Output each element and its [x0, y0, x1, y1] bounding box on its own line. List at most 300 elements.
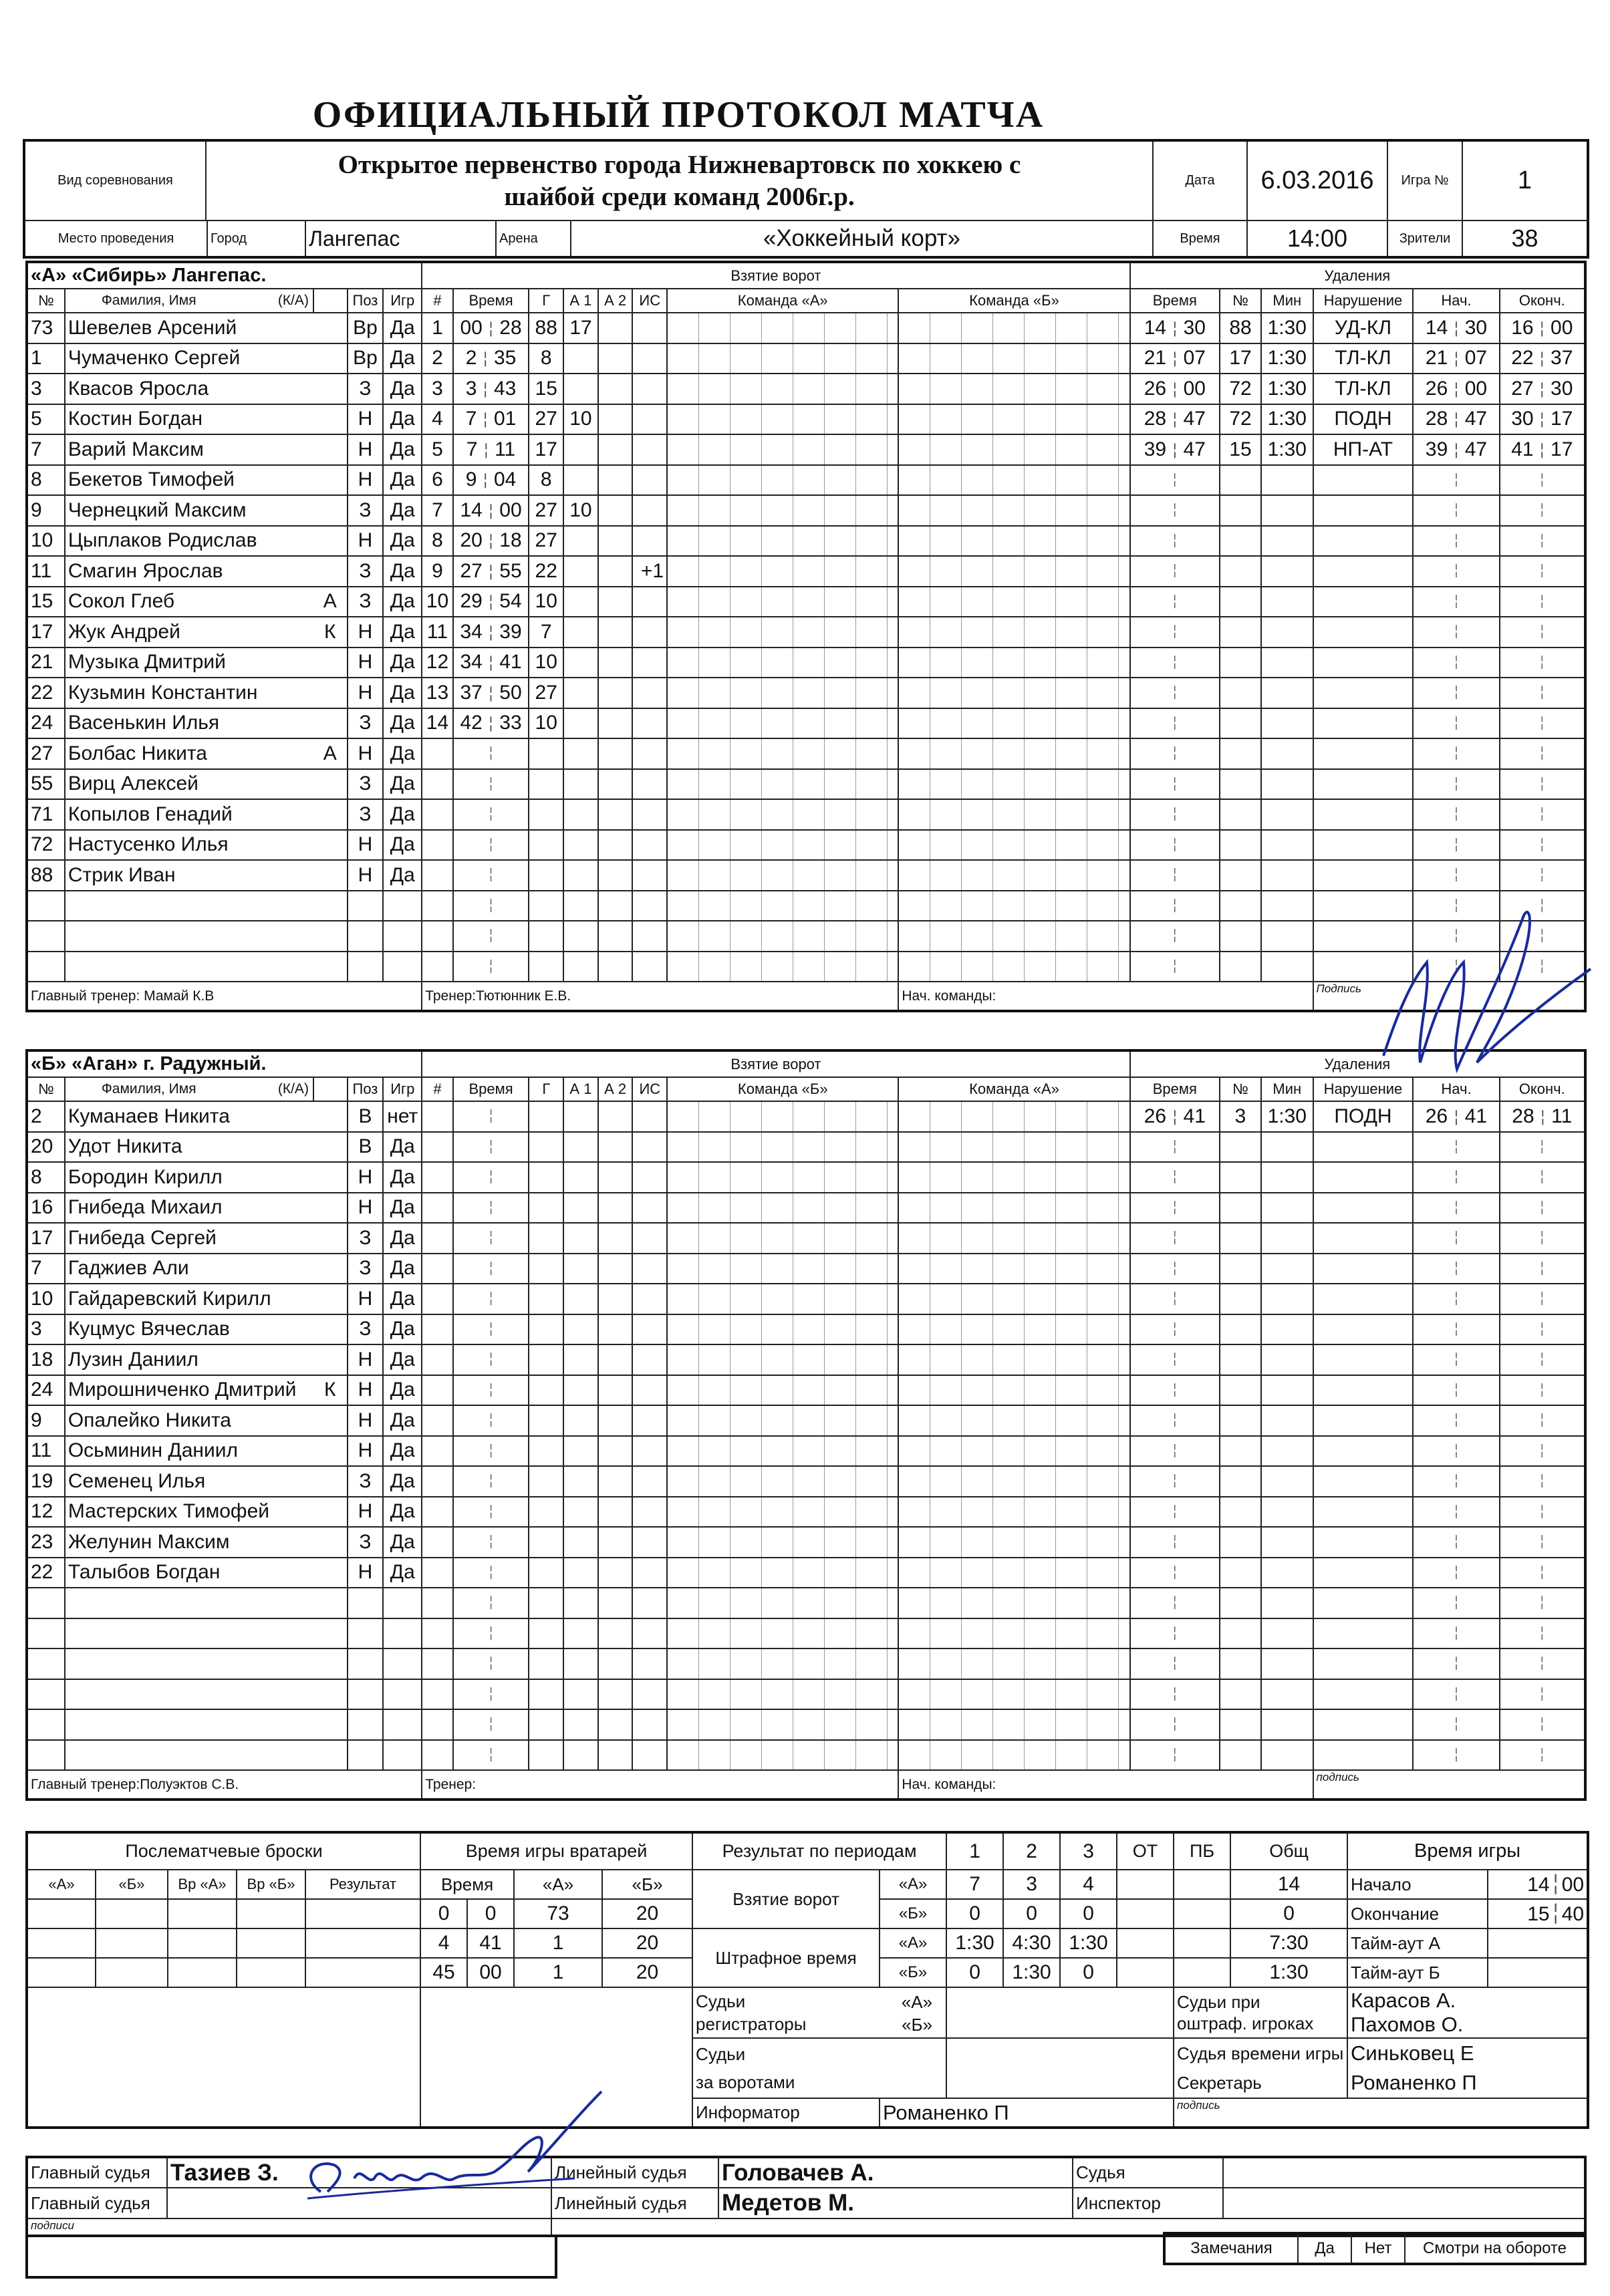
- penalty-time-label: Штрафное время: [692, 1928, 880, 1987]
- goal-assist-1: [563, 465, 598, 496]
- goal-number: 1: [422, 313, 453, 343]
- penalty-box-judge-2: Пахомов О.: [1351, 2013, 1464, 2036]
- goal-number: 14: [422, 708, 453, 739]
- penalty-violation: [1313, 738, 1414, 769]
- penalty-start: ╎: [1413, 738, 1499, 769]
- col-own-team: Команда «Б»: [667, 1077, 898, 1101]
- penalty-time: ╎: [1130, 799, 1220, 830]
- summary-block: [25, 1831, 1589, 2129]
- goal-situation: [632, 1193, 667, 1224]
- see-back: Смотри на обороте: [1405, 2233, 1585, 2264]
- col-pen-end: Оконч.: [1500, 1077, 1585, 1101]
- goal-time-sec: 55: [499, 559, 522, 582]
- goal-situation: [632, 404, 667, 435]
- goal-number: [422, 952, 453, 982]
- player-captain-mark: [313, 465, 348, 496]
- goal-number: [422, 1344, 453, 1375]
- player-number: 72: [27, 830, 65, 861]
- time-separator: ╎: [1166, 412, 1184, 429]
- penalty-start-sec: 07: [1464, 347, 1488, 370]
- goal-assist-2: [598, 952, 633, 982]
- goal-number: [422, 830, 453, 861]
- player-row: [27, 465, 1585, 496]
- own-team-cell: [667, 708, 898, 739]
- player-captain-mark: [313, 374, 348, 404]
- start-hour: 14: [1527, 1873, 1550, 1896]
- goal-situation: [632, 799, 667, 830]
- own-team-cell: [667, 343, 898, 374]
- time-separator: ╎: [1448, 351, 1465, 368]
- player-name: Желунин Максим: [65, 1527, 313, 1558]
- penalty-violation: [1313, 1436, 1414, 1467]
- goal-assist-2: [598, 891, 633, 921]
- penalty-player: [1220, 1254, 1261, 1284]
- start-label: Начало: [1347, 1870, 1488, 1899]
- goal-time: ╎: [453, 1709, 529, 1740]
- head-coach: Главный тренер: Мамай К.В: [27, 982, 422, 1011]
- pen-a-total: 7:30: [1230, 1928, 1347, 1958]
- goal-number: [422, 860, 453, 891]
- player-captain-mark: [313, 1223, 348, 1254]
- player-row: [27, 1709, 1585, 1740]
- goal-assist-2: [598, 343, 633, 374]
- penalty-minutes: [1261, 769, 1313, 800]
- time-separator: ╎: [1549, 1902, 1562, 1925]
- goal-situation: [632, 1314, 667, 1345]
- own-team-cell: [667, 1132, 898, 1163]
- goal-assist-1: [563, 343, 598, 374]
- goal-situation: [632, 1740, 667, 1771]
- periods-title: Результат по периодам: [692, 1832, 946, 1870]
- own-team-cell: [667, 1223, 898, 1254]
- col-pen-violation: Нарушение: [1313, 1077, 1414, 1101]
- penalty-violation: [1313, 1497, 1414, 1528]
- match-time: 14:00: [1247, 221, 1387, 257]
- goal-assist-2: [598, 799, 633, 830]
- shootout-col-b: «Б»: [96, 1870, 168, 1899]
- col-opp-team: Команда «Б»: [898, 289, 1129, 313]
- own-team-cell: [667, 648, 898, 678]
- penalty-start: ╎: [1413, 1162, 1499, 1193]
- player-name: Музыка Дмитрий: [65, 648, 313, 678]
- date-label: Дата: [1153, 140, 1247, 221]
- goal-assist-2: [598, 1497, 633, 1528]
- player-played: Да: [383, 1162, 422, 1193]
- player-name: [65, 1679, 313, 1710]
- penalty-end: ╎: [1500, 1405, 1585, 1436]
- goal-scorer: [529, 952, 563, 982]
- penalty-minutes: [1261, 708, 1313, 739]
- goal-assist-1: [563, 1679, 598, 1710]
- col-goal-time: Время: [453, 1077, 529, 1101]
- player-row: [27, 495, 1585, 526]
- informer: Романенко П: [880, 2098, 1174, 2128]
- goal-number: [422, 1648, 453, 1679]
- penalty-time: ╎: [1130, 891, 1220, 921]
- goal-situation: [632, 738, 667, 769]
- period-2-header: 2: [1003, 1832, 1060, 1870]
- col-goal-scorer: Г: [529, 1077, 563, 1101]
- opp-team-cell: [898, 465, 1129, 496]
- player-played: Да: [383, 738, 422, 769]
- penalty-start: ╎: [1413, 678, 1499, 708]
- penalty-start: ╎: [1413, 526, 1499, 557]
- pen-b-pb: [1174, 1958, 1230, 1987]
- start-minute: 00: [1561, 1873, 1585, 1896]
- player-played: Да: [383, 1284, 422, 1314]
- penalty-violation: [1313, 1648, 1414, 1679]
- penalty-end: [1500, 404, 1585, 435]
- goal-time-sec: 54: [499, 590, 522, 613]
- player-number: 24: [27, 1375, 65, 1406]
- penalty-end: ╎: [1500, 1588, 1585, 1618]
- goal-scorer: [529, 921, 563, 952]
- goal-scorer: 27: [529, 678, 563, 708]
- player-number: 12: [27, 1497, 65, 1528]
- player-name: Кузьмин Константин: [65, 678, 313, 708]
- timeout-b-label: Тайм-аут Б: [1347, 1958, 1488, 1987]
- goal-assist-2: [598, 921, 633, 952]
- goal-situation: [632, 1558, 667, 1588]
- player-row: [27, 1284, 1585, 1314]
- own-team-cell: [667, 1679, 898, 1710]
- penalty-time: ╎: [1130, 1344, 1220, 1375]
- goal-time: ╎: [453, 1558, 529, 1588]
- goal-assist-2: [598, 1162, 633, 1193]
- notes-yes[interactable]: Да: [1298, 2233, 1351, 2264]
- time-separator: ╎: [482, 563, 500, 581]
- goal-scorer: [529, 1101, 563, 1132]
- time-separator: ╎: [1533, 412, 1551, 429]
- goals-section-title: Взятие ворот: [422, 1050, 1129, 1077]
- player-played: Да: [383, 1466, 422, 1497]
- player-name: Гнибеда Сергей: [65, 1223, 313, 1254]
- penalty-minutes: [1261, 830, 1313, 861]
- goal-situation: [632, 313, 667, 343]
- notes-no[interactable]: Нет: [1351, 2233, 1405, 2264]
- goal-number: [422, 1740, 453, 1771]
- goal-assist-1: [563, 678, 598, 708]
- penalty-minutes: [1261, 860, 1313, 891]
- penalty-minutes: [1261, 1314, 1313, 1345]
- goal-number: 3: [422, 374, 453, 404]
- penalty-player: [1220, 648, 1261, 678]
- goal-time: ╎: [453, 1405, 529, 1436]
- col-goal-number: #: [422, 1077, 453, 1101]
- goal-time: [453, 374, 529, 404]
- penalty-minutes: [1261, 1254, 1313, 1284]
- goal-assist-2: [598, 1193, 633, 1224]
- penalty-time: ╎: [1130, 1558, 1220, 1588]
- penalty-time: ╎: [1130, 1284, 1220, 1314]
- goal-situation: [632, 1223, 667, 1254]
- goal-scorer: 8: [529, 343, 563, 374]
- goal-number: 7: [422, 495, 453, 526]
- player-name: Настусенко Илья: [65, 830, 313, 861]
- player-position: З: [348, 769, 384, 800]
- penalty-violation: [1313, 1284, 1414, 1314]
- player-position: Н: [348, 617, 384, 648]
- penalty-minutes: [1261, 1679, 1313, 1710]
- notes-label: Замечания: [1164, 2233, 1298, 2264]
- penalty-time: [1130, 1101, 1220, 1132]
- opp-team-cell: [898, 1223, 1129, 1254]
- opp-team-cell: [898, 769, 1129, 800]
- player-number: 3: [27, 1314, 65, 1345]
- goal-assist-1: 10: [563, 495, 598, 526]
- judge-value: [1223, 2157, 1585, 2188]
- player-played: Да: [383, 1405, 422, 1436]
- penalty-end: ╎: [1500, 1284, 1585, 1314]
- penalty-start: [1413, 404, 1499, 435]
- goal-time: ╎: [453, 1284, 529, 1314]
- opp-team-cell: [898, 1132, 1129, 1163]
- goal-situation: [632, 1344, 667, 1375]
- goal-scorer: [529, 1618, 563, 1649]
- spectators: 38: [1462, 221, 1588, 257]
- goalie-row-3-b: 20: [602, 1958, 692, 1987]
- penalty-end: ╎: [1500, 860, 1585, 891]
- goal-assist-1: [563, 1740, 598, 1771]
- player-row: [27, 1162, 1585, 1193]
- goal-time: ╎: [453, 830, 529, 861]
- goal-scorer: [529, 1497, 563, 1528]
- penalty-time-min: 21: [1144, 347, 1167, 370]
- penalty-time-sec: 41: [1183, 1105, 1206, 1127]
- player-played: Да: [383, 1314, 422, 1345]
- inspector-value: [1223, 2188, 1585, 2218]
- own-team-cell: [667, 769, 898, 800]
- goal-assist-2: [598, 1314, 633, 1345]
- penalty-minutes: [1261, 921, 1313, 952]
- informer-label: Информатор: [692, 2098, 880, 2128]
- penalty-end-min: 41: [1511, 438, 1534, 460]
- penalty-minutes: [1261, 1740, 1313, 1771]
- penalty-time: ╎: [1130, 1740, 1220, 1771]
- goal-scorer: 10: [529, 587, 563, 617]
- player-row: [27, 1648, 1585, 1679]
- own-team-cell: [667, 678, 898, 708]
- player-played: Да: [383, 1375, 422, 1406]
- goal-situation: [632, 1436, 667, 1467]
- goal-number: [422, 1679, 453, 1710]
- goal-assist-2: [598, 708, 633, 739]
- penalty-time: ╎: [1130, 1193, 1220, 1224]
- player-name: Мастерских Тимофей: [65, 1497, 313, 1528]
- pen-team-b-label: «Б»: [880, 1958, 946, 1987]
- player-row: [27, 769, 1585, 800]
- player-row: [27, 799, 1585, 830]
- penalty-time: ╎: [1130, 738, 1220, 769]
- penalty-player: 17: [1220, 343, 1261, 374]
- opp-team-cell: [898, 587, 1129, 617]
- own-team-cell: [667, 952, 898, 982]
- goal-assist-1: [563, 708, 598, 739]
- goal-time: ╎: [453, 1497, 529, 1528]
- penalty-player: [1220, 830, 1261, 861]
- penalty-end-sec: 37: [1551, 347, 1573, 370]
- penalty-player: [1220, 1648, 1261, 1679]
- penalty-time: ╎: [1130, 1436, 1220, 1467]
- team-a-block: [25, 261, 1587, 1012]
- shootout-col-a: «А»: [27, 1870, 96, 1899]
- team-title: «Б» «Аган» г. Радужный.: [27, 1050, 422, 1077]
- period-total-header: Общ: [1230, 1832, 1347, 1870]
- goal-situation: [632, 1618, 667, 1649]
- player-position: [348, 952, 384, 982]
- player-position: З: [348, 1527, 384, 1558]
- player-played: Да: [383, 556, 422, 587]
- penalty-player: 15: [1220, 434, 1261, 465]
- goal-number: 4: [422, 404, 453, 435]
- timeout-b-value: [1488, 1958, 1588, 1987]
- goal-time: [453, 526, 529, 557]
- player-played: Да: [383, 1436, 422, 1467]
- own-team-cell: [667, 587, 898, 617]
- penalty-violation: [1313, 1193, 1414, 1224]
- goal-assist-2: [598, 526, 633, 557]
- goal-time-sec: 35: [493, 347, 517, 370]
- penalty-player: [1220, 1588, 1261, 1618]
- player-played: Да: [383, 526, 422, 557]
- penalty-end: ╎: [1500, 1466, 1585, 1497]
- penalty-minutes: [1261, 465, 1313, 496]
- goal-time: [453, 495, 529, 526]
- penalty-end: ╎: [1500, 1162, 1585, 1193]
- goal-assist-1: [563, 1405, 598, 1436]
- time-separator: ╎: [482, 320, 500, 337]
- penalty-start-min: 39: [1425, 438, 1448, 460]
- penalty-player: [1220, 1162, 1261, 1193]
- goal-scorer: [529, 799, 563, 830]
- own-team-cell: [667, 1436, 898, 1467]
- player-captain-mark: [313, 1436, 348, 1467]
- goal-number: [422, 1223, 453, 1254]
- pen-a-p2: 4:30: [1003, 1928, 1060, 1958]
- goal-situation: [632, 1466, 667, 1497]
- player-name: Бекетов Тимофей: [65, 465, 313, 496]
- penalty-start: [1413, 1101, 1499, 1132]
- timeout-a-label: Тайм-аут А: [1347, 1928, 1488, 1958]
- penalty-start-min: 14: [1425, 316, 1448, 339]
- player-played: [383, 1709, 422, 1740]
- goal-number: [422, 1466, 453, 1497]
- goal-scorer: 8: [529, 465, 563, 496]
- player-number: 10: [27, 1284, 65, 1314]
- goal-scorer: [529, 1132, 563, 1163]
- penalty-start: ╎: [1413, 1344, 1499, 1375]
- player-captain-mark: [313, 1466, 348, 1497]
- player-position: Н: [348, 1375, 384, 1406]
- goal-assist-1: [563, 799, 598, 830]
- penalty-violation: [1313, 1132, 1414, 1163]
- opp-team-cell: [898, 952, 1129, 982]
- penalty-start: ╎: [1413, 1466, 1499, 1497]
- goal-time: ╎: [453, 860, 529, 891]
- goal-number: [422, 921, 453, 952]
- penalty-time: ╎: [1130, 1679, 1220, 1710]
- player-played: Да: [383, 648, 422, 678]
- penalty-player: [1220, 617, 1261, 648]
- player-row: [27, 1405, 1585, 1436]
- goal-time: ╎: [453, 1527, 529, 1558]
- reg-b-label: «Б»: [902, 2015, 933, 2035]
- player-played: [383, 1588, 422, 1618]
- penalty-player: [1220, 678, 1261, 708]
- goal-situation: [632, 374, 667, 404]
- penalty-player: [1220, 1223, 1261, 1254]
- own-team-cell: [667, 1740, 898, 1771]
- col-assist-2: А 2: [598, 289, 633, 313]
- player-number: 17: [27, 1223, 65, 1254]
- player-row: [27, 952, 1585, 982]
- penalty-end: ╎: [1500, 1497, 1585, 1528]
- goal-scorer: 88: [529, 313, 563, 343]
- goal-time-min: 2: [465, 347, 477, 370]
- goal-time-min: 00: [460, 316, 483, 339]
- player-position: З: [348, 1466, 384, 1497]
- penalty-start: ╎: [1413, 1254, 1499, 1284]
- penalty-player: [1220, 799, 1261, 830]
- penalty-start: ╎: [1413, 1709, 1499, 1740]
- goal-number: 6: [422, 465, 453, 496]
- goal-judges-line-2: за воротами: [696, 2072, 795, 2092]
- player-name: [65, 1740, 313, 1771]
- penalty-violation: [1313, 1254, 1414, 1284]
- penalty-minutes: [1261, 1436, 1313, 1467]
- goal-situation: [632, 1648, 667, 1679]
- match-date: 6.03.2016: [1247, 140, 1387, 221]
- penalty-violation: [1313, 891, 1414, 921]
- goal-assist-1: [563, 1193, 598, 1224]
- opp-team-cell: [898, 1375, 1129, 1406]
- player-name: Костин Богдан: [65, 404, 313, 435]
- player-number: [27, 1648, 65, 1679]
- competition-line-2: шайбой среди команд 2006г.р.: [504, 182, 855, 211]
- goal-situation: [632, 1132, 667, 1163]
- penalty-time: ╎: [1130, 708, 1220, 739]
- player-name: Чернецкий Максим: [65, 495, 313, 526]
- player-played: Да: [383, 1558, 422, 1588]
- penalty-violation: [1313, 1740, 1414, 1771]
- goal-number: [422, 1405, 453, 1436]
- goal-assist-1: [563, 1466, 598, 1497]
- time-separator: ╎: [1533, 381, 1551, 398]
- own-team-cell: [667, 1618, 898, 1649]
- goal-situation: [632, 860, 667, 891]
- goal-time: [453, 617, 529, 648]
- goal-situation: [632, 1588, 667, 1618]
- goal-scorer: [529, 1223, 563, 1254]
- player-played: Да: [383, 1344, 422, 1375]
- goal-situation: [632, 1497, 667, 1528]
- penalty-minutes: [1261, 648, 1313, 678]
- goal-assist-2: [598, 1375, 633, 1406]
- goal-assist-2: [598, 1254, 633, 1284]
- penalty-violation: [1313, 1709, 1414, 1740]
- player-name: Васенькин Илья: [65, 708, 313, 739]
- linesman-label-2: Линейный судья: [551, 2188, 718, 2218]
- shootout-cell: [96, 1928, 168, 1958]
- penalty-minutes: 1:30: [1261, 1101, 1313, 1132]
- player-number: 20: [27, 1132, 65, 1163]
- player-name: Варий Максим: [65, 434, 313, 465]
- penalty-player: [1220, 1618, 1261, 1649]
- penalty-violation: [1313, 952, 1414, 982]
- time-separator: ╎: [1166, 320, 1184, 337]
- goal-assist-1: [563, 1254, 598, 1284]
- goal-assist-2: [598, 830, 633, 861]
